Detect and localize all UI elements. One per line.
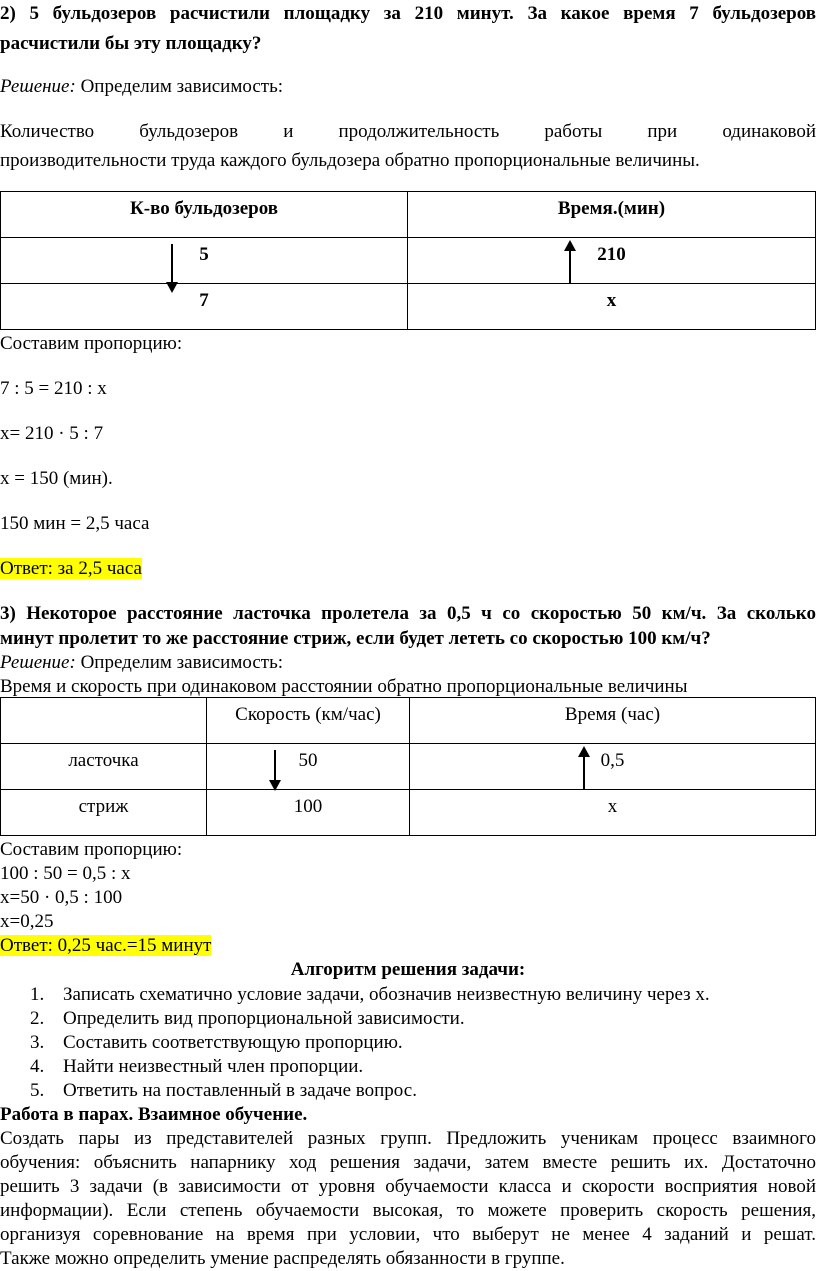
document-page: 2) 5 бульдозеров расчистили площадку за 210 минут. За какое время 7 бульдозеров расчистили бы эту площадку? Решение: Определим зависимость: Количество бульдозеров и продолжительность работы при одинаковой производительности труда каждого бульдозера обратно пропорциональные величины. К-во бульдозеров Время.(мин) 5 210 7 x Составим пропорцию: 7 : 5 = 210 : x x= 210 · 5 : 7 x = 150 (мин). 150 мин = 2,5 часа Ответ: за 2,5 часа 3) Некоторое расстояние ласточка пролетела за 0,5 ч со скоростью 50 км/ч. За сколько минут пролетит то же расстояние стриж, если будет лететь со скоростью 100 км/ч? Решение: Определим зависимость: Время и скорость при одинаковом расстоянии обратно пропорциональные величины Скорость (км/час) Время (час) ласточка 50 0,5 стриж 100 x Составим пропорцию: 100 : 50 = 0,5 : x x=50 · 0,5 : 100 x=0,25 Ответ: 0,25 час.=15 минут Алгоритм решения задачи: 1. Записать схематично условие задачи, обозначив неизвестную величину через x. 2. Определить вид пропорциональной зависимости. 3. Составить соответствующую пропорцию. 4. Найти неизвестный член пропорции. 5. Ответить на поставленный в задаче вопрос. Работа в парах. Взаимное обучение. Создать пары из представителей разных групп. Предложить ученикам процесс взаимного обучения: объяснить напарнику ход решения задачи, затем вместе решить их. Достаточно решить 3 задачи (в зависимости от уровня обучаемости класса и скорости восприятия новой информации). Если степень обучаемости высокая, то можете проверить скорость решения, организуя соревнование на время при условии, что выберут не менее 4 заданий и решат. Также можно определить умение распределять обязанности в группе. <box>0 3 816 1269</box>
task3-step-2: x=50 · 0,5 : 100 <box>0 887 123 908</box>
task3-solution-label: Решение: <box>0 652 76 673</box>
task2-title-line1: 2) 5 бульдозеров расчистили площадку за 210 минут. За какое время 7 бульдозеров <box>0 3 816 24</box>
pairs-line-5: организуя соревнование на время при условии, что выберут не менее 4 заданий и решат. <box>0 1224 816 1245</box>
pairs-line-2: обучения: объяснить напарнику ход решения задачи, затем вместе решить их. Достаточно <box>0 1152 816 1173</box>
task3-cell-time-2: x <box>410 790 816 836</box>
task3-header-empty <box>1 698 207 744</box>
pairs-line-3: решить 3 задачи (в зависимости от уровня обучаемости класса и скорости восприятия новой <box>0 1176 816 1197</box>
task2-proportion-label: Составим пропорцию: <box>0 333 183 354</box>
task3-cell-swift: стриж <box>1 790 207 836</box>
task3-step-3: x=0,25 <box>0 911 54 932</box>
task2-table-header-row <box>1 192 816 238</box>
pairs-line-6: Также можно определить умение распределять обязанности в группе. <box>0 1248 565 1269</box>
task2-step-1: 7 : 5 = 210 : x <box>0 378 107 399</box>
task3-title-line1: 3) Некоторое расстояние ласточка пролетела за 0,5 ч со скоростью 50 км/ч. За сколько <box>0 603 816 624</box>
task3-cell-swallow: ласточка <box>1 744 207 790</box>
task3-cell-time-1: 0,5 <box>410 744 816 790</box>
task2-answer-line <box>0 557 816 581</box>
task3-table-header-row <box>1 698 816 744</box>
pairs-title: Работа в парах. Взаимное обучение. <box>0 1104 308 1125</box>
task3-step-1: 100 : 50 = 0,5 : x <box>0 863 131 884</box>
task3-header-time: Время (час) <box>410 698 816 744</box>
task3-solution <box>0 651 816 675</box>
task2-title-line2: расчистили бы эту площадку? <box>0 33 262 54</box>
pairs-line-1: Создать пары из представителей разных групп. Предложить ученикам процесс взаимного <box>0 1128 816 1149</box>
task2-solution-text: Определим зависимость: <box>75 76 284 97</box>
task3-proportion-label: Составим пропорцию: <box>0 839 183 860</box>
task3-title-line2: минут пролетит то же расстояние стриж, если будет лететь со скоростью 100 км/ч? <box>0 628 711 649</box>
task2-table <box>0 191 816 330</box>
algorithm-title: Алгоритм решения задачи: <box>290 959 526 980</box>
task3-dependency-line: Время и скорость при одинаковом расстоянии обратно пропорциональные величины <box>0 676 688 697</box>
task2-step-4: 150 мин = 2,5 часа <box>0 513 150 534</box>
table-row <box>1 238 816 284</box>
task2-cell-bulldozers-2: 7 <box>1 284 408 330</box>
task2-cell-time-2: x <box>408 284 816 330</box>
task2-dependency-line1: Количество бульдозеров и продолжительность работы при одинаковой <box>0 121 816 142</box>
table-row <box>1 284 816 330</box>
task3-cell-speed-1: 50 <box>207 744 410 790</box>
task2-header-time: Время.(мин) <box>408 192 816 238</box>
arrow-up-icon <box>563 240 577 284</box>
task2-header-bulldozers: К-во бульдозеров <box>1 192 408 238</box>
arrow-up-icon <box>577 746 591 790</box>
task3-solution-text: Определим зависимость: <box>75 652 284 673</box>
table-row <box>1 790 816 836</box>
task3-cell-speed-2: 100 <box>207 790 410 836</box>
pairs-line-4: информации). Если степень обучаемости высокая, то можете проверить скорость решения, <box>0 1200 816 1221</box>
task2-step-3: x = 150 (мин). <box>0 468 113 489</box>
task2-answer: Ответ: за 2,5 часа <box>0 558 142 579</box>
task2-dependency-line2: производительности труда каждого бульдозера обратно пропорциональные величины. <box>0 150 700 171</box>
task3-table <box>0 697 816 836</box>
task3-header-speed: Скорость (км/час) <box>207 698 410 744</box>
task2-cell-bulldozers-1: 5 <box>1 238 408 284</box>
task2-step-2: x= 210 · 5 : 7 <box>0 423 104 444</box>
pairs-paragraph <box>0 1127 816 1271</box>
task2-solution-label: Решение: <box>0 76 76 97</box>
task2-solution <box>0 75 816 99</box>
task3-answer: Ответ: 0,25 час.=15 минут <box>0 935 212 956</box>
task2-cell-time-1: 210 <box>408 238 816 284</box>
table-row <box>1 744 816 790</box>
task3-answer-line <box>0 934 816 958</box>
arrow-down-icon <box>268 750 282 792</box>
